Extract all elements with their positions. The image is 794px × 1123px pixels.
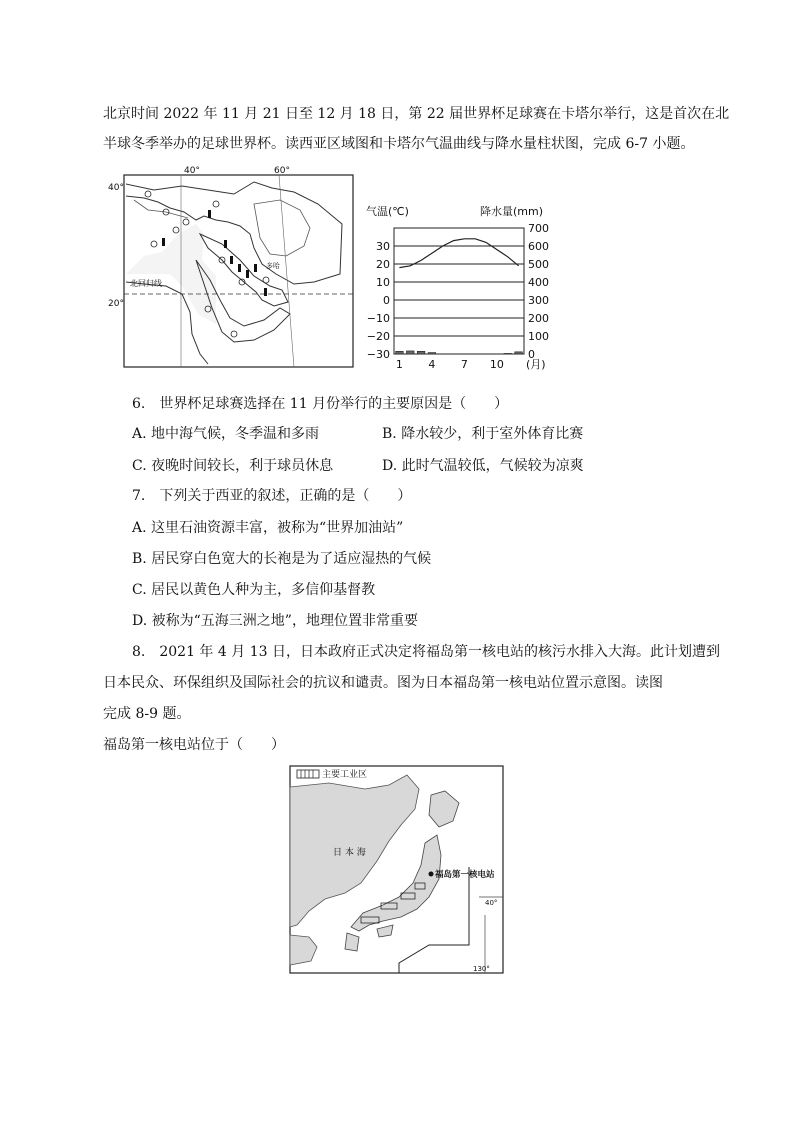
month-unit-label: (月) — [526, 358, 546, 371]
intro-line-1: 北京时间 2022 年 11 月 21 日至 12 月 18 日，第 22 届世界杯足球赛在卡塔尔举行，这是首次在北 — [103, 106, 730, 122]
q8-line-2: 日本民众、环保组织及国际社会的抗议和谴责。图为日本福岛第一核电站位置示意图。读图 — [103, 675, 663, 691]
month-tick-label: 4 — [428, 358, 436, 371]
lat-label: 40° — [485, 899, 498, 907]
precip-bar — [417, 351, 425, 354]
q8-line-3: 完成 8-9 题。 — [103, 706, 191, 722]
precip-bar — [428, 353, 436, 354]
precip-bar — [504, 353, 512, 354]
lat-40-label: 40° — [108, 183, 124, 193]
precip-tick-label: 400 — [528, 276, 549, 289]
q6-option-b[interactable]: B. 降水较少，利于室外体育比赛 — [382, 426, 584, 442]
tropic-label: 北回归线 — [130, 279, 162, 288]
temp-tick-label: −20 — [366, 330, 390, 343]
q7-option-b[interactable]: B. 居民穿白色宽大的长袍是为了适应湿热的气候 — [132, 551, 432, 567]
q7-option-a[interactable]: A. 这里石油资源丰富，被称为“世界加油站” — [132, 520, 404, 536]
q6-option-c[interactable]: C. 夜晚时间较长，利于球员休息 — [132, 458, 334, 474]
temp-tick-label: 10 — [376, 276, 390, 289]
precip-tick-label: 700 — [528, 222, 549, 235]
lon-label: 130° — [473, 965, 490, 973]
q8-line-1: 8. 2021 年 4 月 13 日，日本政府正式决定将福岛第一核电站的核污水排入大海。此计划遭到 — [132, 644, 720, 660]
plot-frame — [394, 228, 524, 354]
temp-tick-label: 20 — [376, 258, 390, 271]
month-tick-label: 10 — [489, 358, 504, 371]
temp-tick-label: −30 — [366, 348, 390, 361]
lon-40-label: 40° — [184, 166, 200, 176]
q6-option-d[interactable]: D. 此时气温较低，气候较为凉爽 — [382, 458, 584, 474]
precip-bar — [515, 352, 523, 354]
japan-map — [289, 765, 505, 975]
q6-option-a[interactable]: A. 地中海气候，冬季温和多雨 — [132, 426, 320, 442]
city-label: 多哈 — [266, 262, 280, 270]
west-asia-map — [104, 164, 356, 374]
sea-label: 日 本 海 — [333, 848, 366, 858]
precip-axis-title: 降水量(mm) — [480, 205, 544, 218]
precip-tick-label: 300 — [528, 294, 549, 307]
precip-bar — [396, 351, 404, 354]
plant-marker — [429, 872, 434, 877]
precip-tick-label: 500 — [528, 258, 549, 271]
q7-option-c[interactable]: C. 居民以黄色人种为主，多信仰基督教 — [132, 582, 376, 598]
precip-tick-label: 200 — [528, 312, 549, 325]
month-tick-label: 7 — [460, 358, 468, 371]
legend-label: 主要工业区 — [322, 770, 368, 780]
lon-60-label: 60° — [274, 166, 290, 176]
plant-label: 福岛第一核电站 — [435, 870, 495, 880]
legend-swatch — [297, 770, 319, 778]
temp-axis-title: 气温(℃) — [366, 205, 409, 218]
temp-tick-label: 30 — [376, 240, 390, 253]
q7-option-d[interactable]: D. 被称为“五海三洲之地”，地理位置非常重要 — [132, 613, 418, 629]
precip-bar — [406, 351, 414, 354]
q8-stem: 福岛第一核电站位于（ ） — [103, 737, 285, 753]
qatar-climate-chart — [360, 204, 560, 374]
q7-stem: 7. 下列关于西亚的叙述，正确的是（ ） — [132, 488, 412, 504]
temperature-line — [399, 239, 518, 268]
precip-tick-label: 0 — [528, 348, 535, 361]
precip-tick-label: 600 — [528, 240, 549, 253]
temp-tick-label: −10 — [366, 312, 390, 325]
month-tick-label: 1 — [395, 358, 403, 371]
lat-20-label: 20° — [108, 299, 124, 309]
intro-line-2: 半球冬季举办的足球世界杯。读西亚区域图和卡塔尔气温曲线与降水量柱状图，完成 6-7 小题。 — [103, 136, 695, 152]
temp-tick-label: 0 — [383, 294, 390, 307]
precip-tick-label: 100 — [528, 330, 549, 343]
q6-stem: 6. 世界杯足球赛选择在 11 月份举行的主要原因是（ ） — [132, 396, 509, 412]
